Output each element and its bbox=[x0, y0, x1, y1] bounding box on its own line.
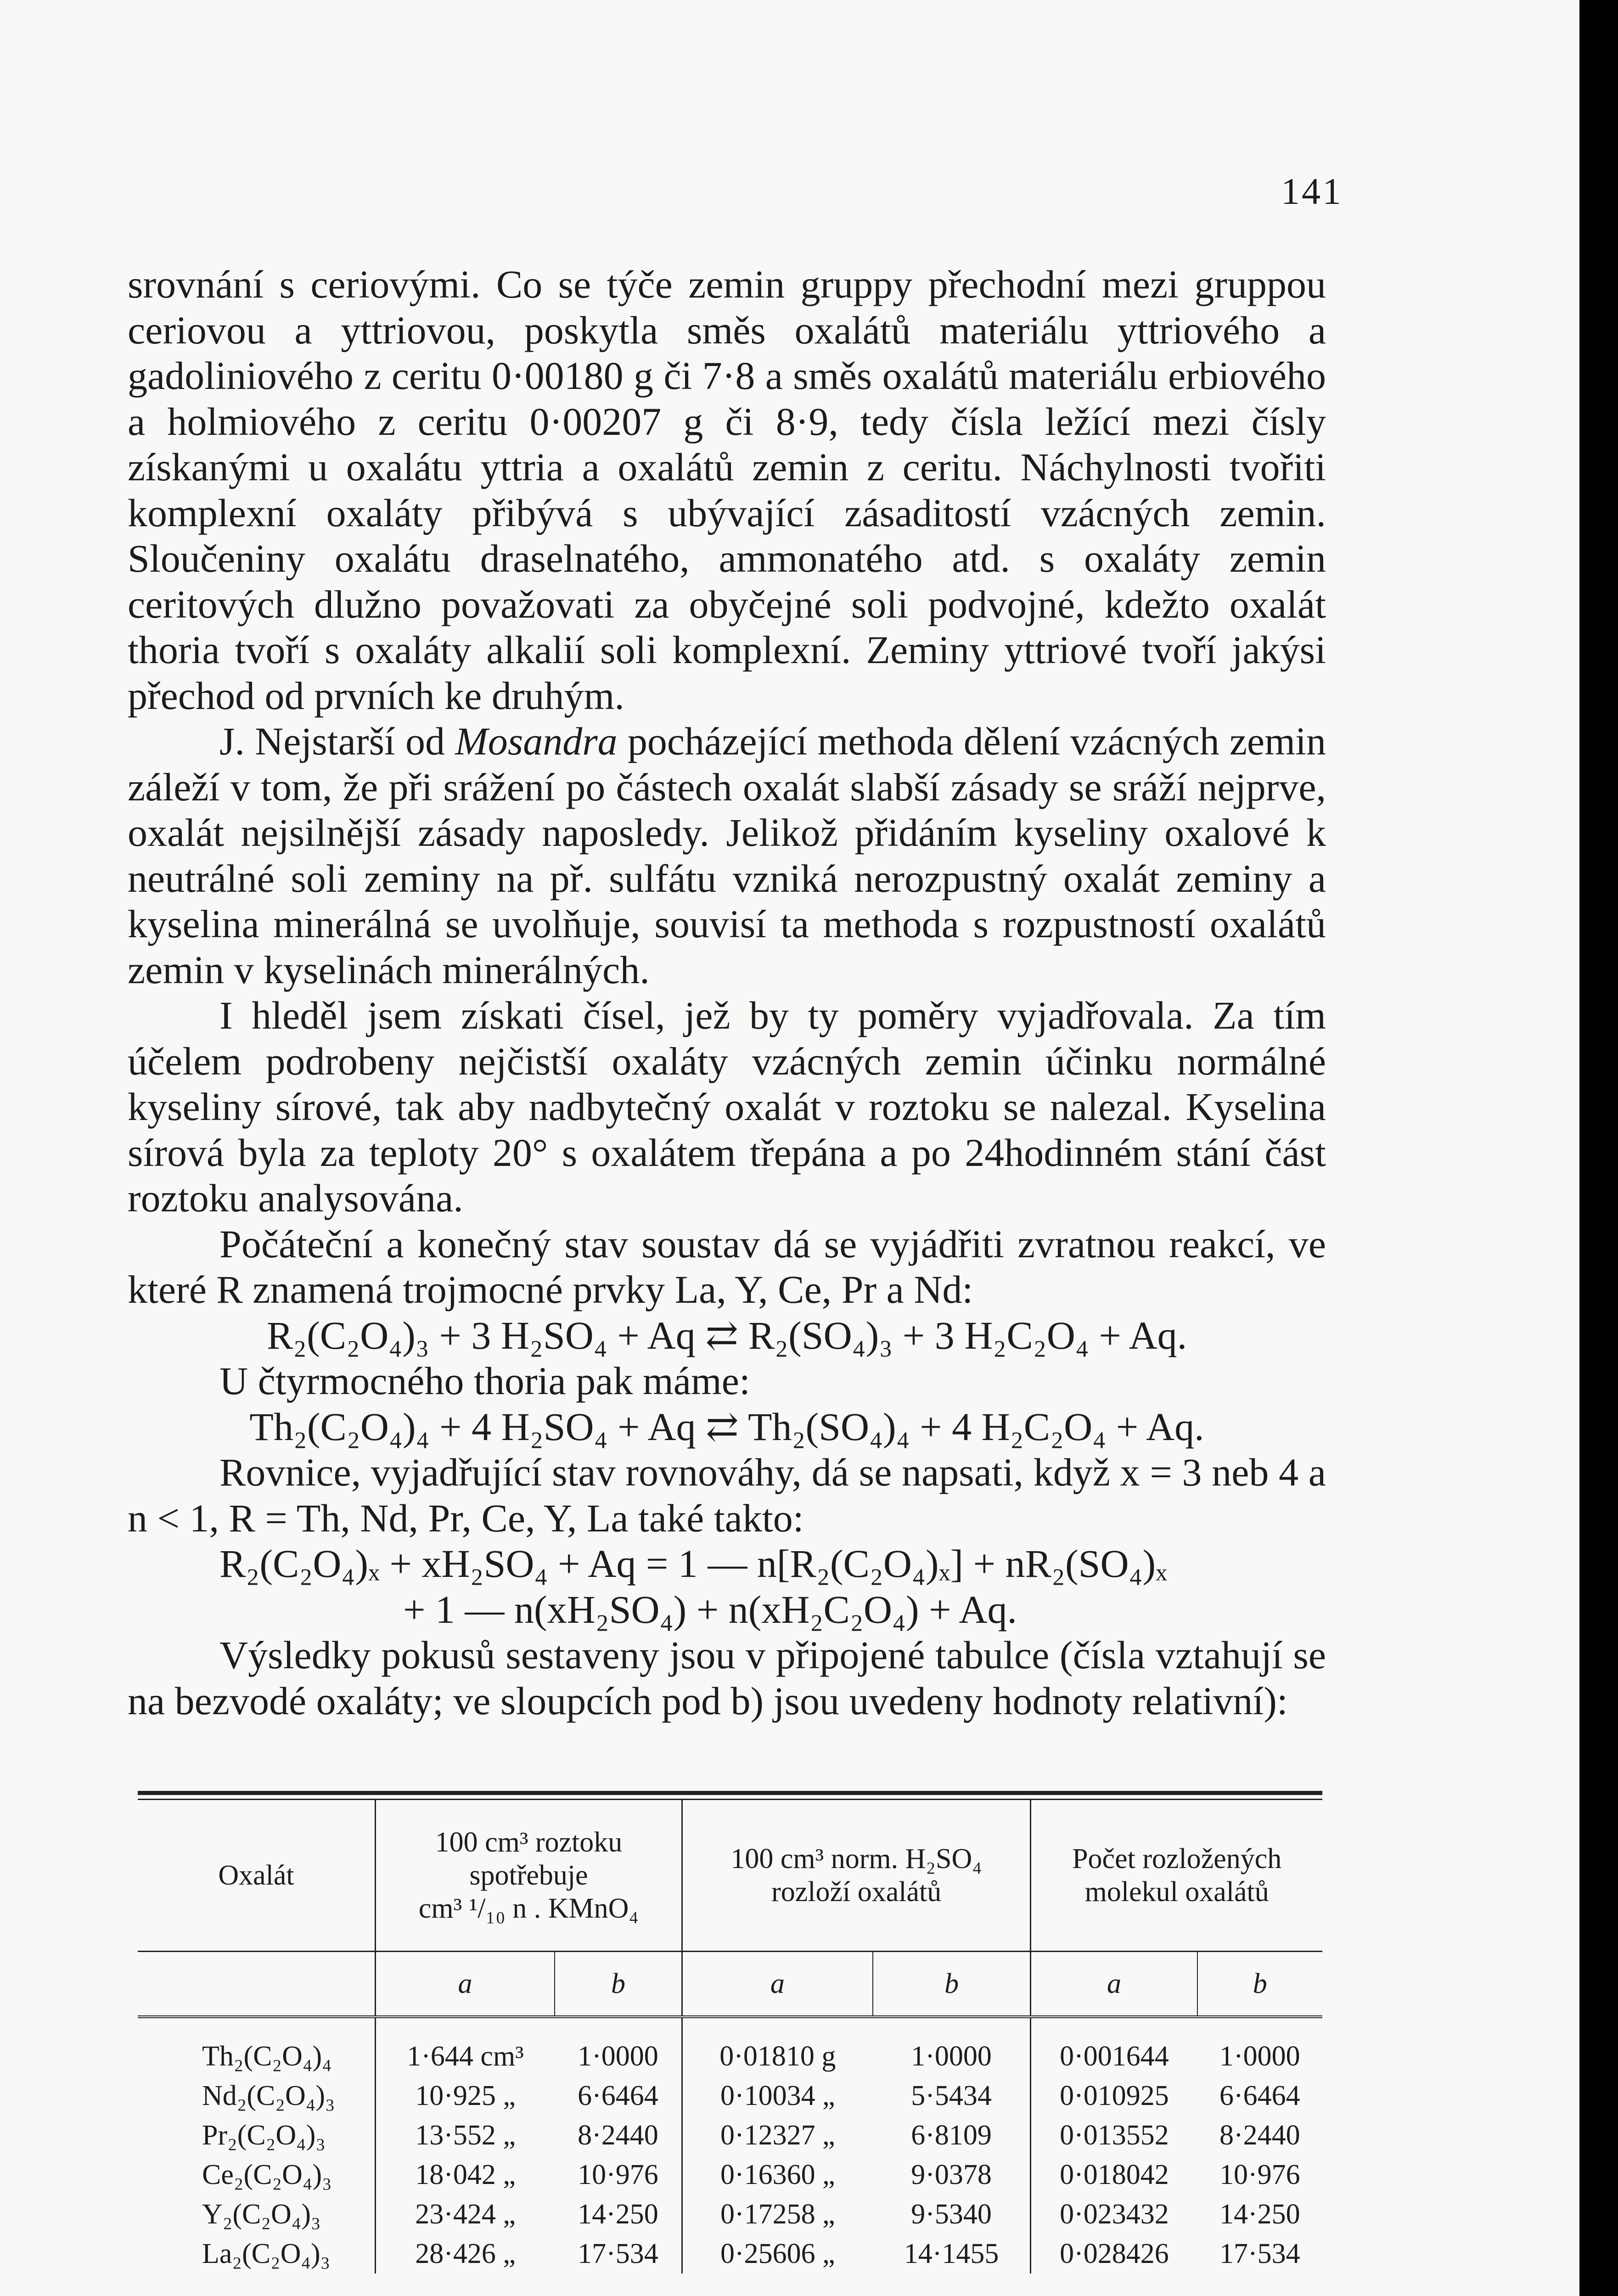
cell-c1b: 17·534 bbox=[578, 2238, 658, 2269]
cell-c3a: 0·018042 bbox=[1031, 2155, 1197, 2195]
cell-c2a: 0·16360 „ bbox=[682, 2155, 872, 2195]
subheader-3a: a bbox=[1031, 1952, 1197, 2017]
cell-c2b: 9·0378 bbox=[911, 2159, 992, 2190]
cell-c1a: 1·644 cm³ bbox=[376, 2017, 555, 2076]
cell-c1b: 1·0000 bbox=[578, 2041, 658, 2072]
cell-oxalate: Ce₂(C₂O₄)₃ bbox=[202, 2159, 332, 2190]
header-h2so4-line1: 100 cm³ norm. H₂SO₄ bbox=[730, 1843, 982, 1874]
equation-equilibrium-line1: R₂(C₂O₄)ₓ + xH₂SO₄ + Aq = 1 — n[R₂(C₂O₄)ₓ] + nR₂(SO₄)ₓ bbox=[219, 1542, 1168, 1586]
header-oxalate: Oxalát bbox=[138, 1800, 376, 1952]
cell-oxalate: Nd₂(C₂O₄)₃ bbox=[202, 2080, 335, 2111]
cell-c1b: 6·6464 bbox=[578, 2080, 658, 2111]
equation-trivalent: R₂(C₂O₄)₃ + 3 H₂SO₄ + Aq ⇄ R₂(SO₄)₃ + 3 H₂C₂O₄ + Aq. bbox=[266, 1313, 1187, 1357]
cell-c2b: 9·5340 bbox=[911, 2199, 992, 2230]
table-row bbox=[138, 2076, 1322, 2116]
paragraph-7: Výsledky pokusů sestaveny jsou v připojené tabulce (čísla vztahují se na bezvodé oxaláty; ve sloupcích pod b) jsou uvedeny hodnoty relativní): bbox=[128, 1633, 1326, 1723]
paragraph-2 bbox=[128, 719, 1326, 993]
cell-c2a: 0·25606 „ bbox=[682, 2234, 872, 2273]
paragraph-2-rest: pocházející methoda dělení vzácných zemin záleží v tom, že při srážení po částech oxalát slabší zásady se sráží nejprve, oxalát nejsilnější zásady naposledy. Jelikož přidáním kyseliny oxalové k neutrálné soli zeminy na př. sulfátu vzniká nerozpustný oxalát zeminy a kyselina minerálná se uvolňuje, souvisí ta methoda s rozpustností oxalátů zemin v kyselinách minerálných. bbox=[128, 719, 1326, 992]
paragraph-5: U čtyrmocného thoria pak máme: bbox=[219, 1359, 750, 1403]
cell-c2a: 0·12327 „ bbox=[682, 2116, 872, 2155]
subheader-2b: b bbox=[873, 1952, 1031, 2017]
cell-c2b: 14·1455 bbox=[904, 2238, 999, 2269]
cell-c3a: 0·028426 bbox=[1031, 2234, 1197, 2273]
header-h2so4-line2: rozloží oxalátů bbox=[771, 1876, 942, 1908]
page-number: 141 bbox=[1281, 170, 1343, 212]
header-kmno4-line2: spotřebuje bbox=[469, 1860, 588, 1891]
paragraph-6: Rovnice, vyjadřující stav rovnováhy, dá se napsati, když x = 3 neb 4 a n < 1, R = Th, Nd, Pr, Ce, Y, La také takto: bbox=[128, 1450, 1326, 1540]
cell-c3b: 1·0000 bbox=[1219, 2041, 1300, 2072]
cell-oxalate: Th₂(C₂O₄)₄ bbox=[202, 2041, 332, 2072]
cell-oxalate: Y₂(C₂O₄)₃ bbox=[202, 2199, 321, 2230]
paragraph-4: Počáteční a konečný stav soustav dá se vyjádřiti zvratnou reakcí, ve které R znamená trojmocné prvky La, Y, Ce, Pr a Nd: bbox=[128, 1221, 1326, 1311]
cell-c1a: 28·426 „ bbox=[376, 2234, 555, 2273]
cell-c1a: 23·424 „ bbox=[376, 2195, 555, 2234]
table-row bbox=[138, 2155, 1322, 2195]
cell-c2b: 1·0000 bbox=[911, 2041, 992, 2072]
cell-c1a: 13·552 „ bbox=[376, 2116, 555, 2155]
cell-oxalate: Pr₂(C₂O₄)₃ bbox=[202, 2120, 326, 2151]
subheader-2a: a bbox=[682, 1952, 872, 2017]
cell-c1b: 10·976 bbox=[578, 2159, 658, 2190]
cell-c3b: 17·534 bbox=[1219, 2238, 1300, 2269]
table-row bbox=[138, 2116, 1322, 2155]
cell-c3a: 0·013552 bbox=[1031, 2116, 1197, 2155]
subheader-1b: b bbox=[555, 1952, 682, 2017]
cell-c2a: 0·10034 „ bbox=[682, 2076, 872, 2116]
cell-c1b: 14·250 bbox=[578, 2199, 658, 2230]
paragraph-1: srovnání s ceriovými. Co se týče zemin gruppy přechodní mezi gruppou ceriovou a yttriovou, poskytla směs oxalátů materiálu yttriového a gadoliniového z ceritu 0·00180 g či 7·8 a směs oxalátů materiálu erbiového a holmiového z ceritu 0·00207 g či 8·9, tedy čísla ležící mezi čísly získanými u oxalátu yttria a oxalátů zemin z ceritu. Náchylnosti tvořiti komplexní oxaláty přibývá s ubývající zásaditostí vzácných zemin. Sloučeniny oxalátu draselnatého, ammonatého atd. s oxaláty zemin ceritových dlužno považovati za obyčejné soli podvojné, kdežto oxalát thoria tvoří s oxaláty alkalií soli komplexní. Zeminy yttriové tvoří jakýsi přechod od prvních ke druhým. bbox=[128, 262, 1326, 718]
header-molecules-line2: molekul oxalátů bbox=[1084, 1876, 1269, 1908]
equation-equilibrium-line2: + 1 — n(xH₂SO₄) + n(xH₂C₂O₄) + Aq. bbox=[403, 1587, 1017, 1632]
equation-thorium: Th₂(C₂O₄)₄ + 4 H₂SO₄ + Aq ⇄ Th₂(SO₄)₄ + 4 H₂C₂O₄ + Aq. bbox=[249, 1404, 1204, 1449]
body-text bbox=[128, 262, 1326, 1724]
cell-c1b: 8·2440 bbox=[578, 2120, 658, 2151]
subheader-empty bbox=[138, 1952, 376, 2017]
header-kmno4 bbox=[376, 1800, 682, 1952]
cell-c2b: 5·5434 bbox=[911, 2080, 992, 2111]
header-molecules bbox=[1031, 1800, 1322, 1952]
results-table-wrap bbox=[138, 1791, 1322, 2273]
header-kmno4-line3: cm³ ¹/₁₀ n . KMnO₄ bbox=[418, 1893, 639, 1924]
table-row bbox=[138, 2234, 1322, 2273]
cell-c3a: 0·001644 bbox=[1031, 2017, 1197, 2076]
cell-c3b: 14·250 bbox=[1219, 2199, 1300, 2230]
author-name: Mosandra bbox=[455, 719, 618, 763]
table-row bbox=[138, 2017, 1322, 2076]
header-h2so4 bbox=[682, 1800, 1030, 1952]
cell-c2b: 6·8109 bbox=[911, 2120, 992, 2151]
cell-c3b: 10·976 bbox=[1219, 2159, 1300, 2190]
cell-c1a: 10·925 „ bbox=[376, 2076, 555, 2116]
paragraph-3: I hleděl jsem získati čísel, jež by ty poměry vyjadřovala. Za tím účelem podrobeny nejčistší oxaláty vzácných zemin účinku normálné kyseliny sírové, tak aby nadbytečný oxalát v roztoku se nalezal. Kyselina sírová byla za teploty 20° s oxalátem třepána a po 24hodinném stání část roztoku analysována. bbox=[128, 993, 1326, 1220]
cell-c3b: 8·2440 bbox=[1219, 2120, 1300, 2151]
cell-c3b: 6·6464 bbox=[1219, 2080, 1300, 2111]
cell-oxalate: La₂(C₂O₄)₃ bbox=[202, 2238, 331, 2269]
cell-c2a: 0·01810 g bbox=[682, 2017, 872, 2076]
subheader-3b: b bbox=[1197, 1952, 1322, 2017]
cell-c2a: 0·17258 „ bbox=[682, 2195, 872, 2234]
cell-c3a: 0·010925 bbox=[1031, 2076, 1197, 2116]
paragraph-2-start: J. Nejstarší od bbox=[219, 719, 455, 763]
subheader-1a: a bbox=[376, 1952, 555, 2017]
header-molecules-line1: Počet rozložených bbox=[1072, 1843, 1282, 1874]
cell-c1a: 18·042 „ bbox=[376, 2155, 555, 2195]
results-table bbox=[138, 1800, 1322, 2273]
cell-c3a: 0·023432 bbox=[1031, 2195, 1197, 2234]
header-kmno4-line1: 100 cm³ roztoku bbox=[435, 1827, 623, 1858]
table-row bbox=[138, 2195, 1322, 2234]
